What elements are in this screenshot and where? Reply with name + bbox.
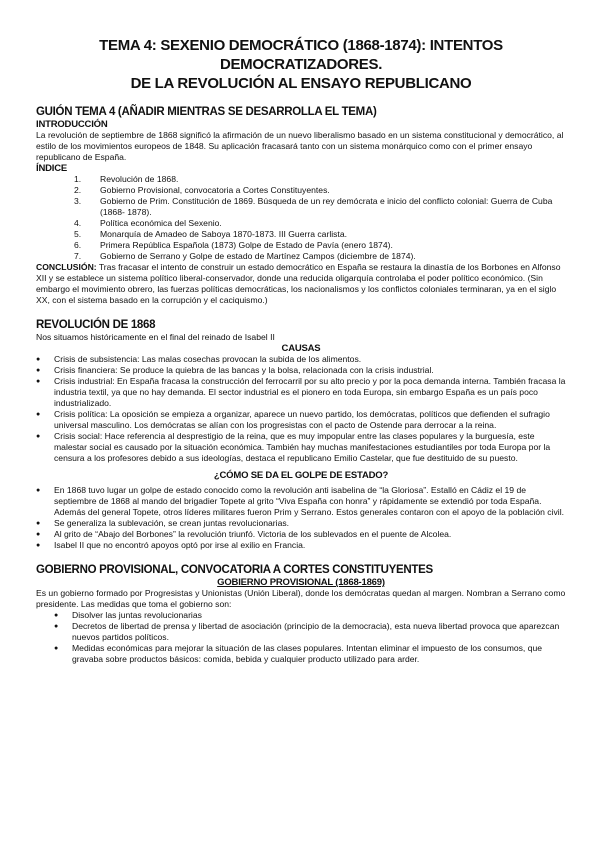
causas-heading: CAUSAS xyxy=(281,343,321,354)
list-item: ● Decretos de libertad de prensa y libertad de asociación (principio de la democracia), esta nueva libertad provoca que aparezcan nuevos partidos políticos. xyxy=(36,621,566,643)
intro-heading: INTRODUCCIÓN xyxy=(36,119,108,130)
list-item: ● Isabel II que no encontró apoyos optó por irse al exilio en Francia. xyxy=(36,540,566,551)
index-item: 1. Revolución de 1868. xyxy=(74,174,179,184)
index-list xyxy=(36,174,566,262)
revolucion-section xyxy=(36,318,566,551)
list-item: ● Crisis política: La oposición se empieza a organizar, aparece un nuevo partido, los demócratas, políticos que defienden el sufragio universal masculino. Los demócratas se alían con los progresistas con el pacto de Ostende para derrocar a la reina. xyxy=(36,409,566,431)
title-line-1: TEMA 4: SEXENIO DEMOCRÁTICO (1868-1874): INTENTOS DEMOCRATIZADORES. xyxy=(99,37,503,73)
gobierno-intro: Es un gobierno formado por Progresistas y Unionistas (Unión Liberal), donde los demócratas quedan al margen. Nombran a Serrano como presidente. Las medidas que toma el gobierno son: xyxy=(36,588,566,609)
list-item: ● Crisis social: Hace referencia al desprestigio de la reina, que es muy impopular entre las clases populares y la burguesía, este malestar social es causado por la situación económica. También hay muchas manifestaciones estudiantiles por toda Europa por la censura a los profesores debido a sus ideologías, destaca el republicano Emilio Castelar, que fue destituido de su puesto. xyxy=(36,431,566,464)
index-item: 5. Monarquía de Amadeo de Saboya 1870-1873. III Guerra carlista. xyxy=(74,229,347,239)
conclusion-paragraph xyxy=(36,262,566,306)
list-item: ● Medidas económicas para mejorar la situación de las clases populares. Intentan eliminar el impuesto de los consumos, que gravaba sobre productos básicos: comida, bebida y cualquier producto utilizado para arder. xyxy=(36,643,566,665)
index-heading: ÍNDICE xyxy=(36,163,67,174)
list-item: ● Crisis financiera: Se produce la quiebra de las bancas y la bolsa, relacionada con la crisis industrial. xyxy=(36,365,566,376)
index-item: 7. Gobierno de Serrano y Golpe de estado de Martínez Campos (diciembre de 1874). xyxy=(74,251,416,261)
index-item: 6. Primera República Española (1873) Golpe de Estado de Pavía (enero 1874). xyxy=(74,240,393,250)
medidas-list xyxy=(36,610,566,665)
list-item: ● Se generaliza la sublevación, se crean juntas revolucionarias. xyxy=(36,518,566,529)
conclusion-text: Tras fracasar el intento de construir un estado democrático en España se restaura la dinastía de los Borbones en Alfonso XII y se establece un sistema político liberal-conservador, donde una reducida oligarquía controlaba el poder político económico. (Sin embargo el movimiento obrero, las fuerzas políticas democráticas, los nacionalismos y los conflictos coloniales terminaran, ya en el siglo XX, con el sistema basado en la corrupción y el caciquismo.) xyxy=(36,262,561,305)
list-item: ● Crisis de subsistencia: Las malas cosechas provocan la subida de los alimentos. xyxy=(36,354,566,365)
list-item: ● Crisis industrial: En España fracasa la construcción del ferrocarril por su alto precio y por la poca demanda interna. También fracasa la industria textil, ya que no hay demanda. El sector industrial es el pionero en toda Europa, sin embargo España es un país poco industrializado. xyxy=(36,376,566,409)
gobierno-heading: GOBIERNO PROVISIONAL, CONVOCATORIA A CORTES CONSTITUYENTES xyxy=(36,564,433,576)
document-title xyxy=(36,36,566,93)
guion-heading: GUIÓN TEMA 4 (AÑADIR MIENTRAS SE DESARROLLA EL TEMA) xyxy=(36,106,377,118)
index-item: 3. Gobierno de Prim. Constitución de 1869. Búsqueda de un rey demócrata e inicio del conflicto colonial: Guerra de Cuba (1868- 1878). xyxy=(74,196,553,217)
index-item: 4. Política económica del Sexenio. xyxy=(74,218,222,228)
gobierno-section xyxy=(36,563,566,665)
revolucion-heading: REVOLUCIÓN DE 1868 xyxy=(36,319,156,331)
golpe-heading: ¿CÓMO SE DA EL GOLPE DE ESTADO? xyxy=(213,470,389,481)
document-page xyxy=(36,36,566,665)
list-item: ● Disolver las juntas revolucionarias xyxy=(36,610,566,621)
revolucion-intro: Nos situamos históricamente en el final del reinado de Isabel II xyxy=(36,332,275,342)
conclusion-label: CONCLUSIÓN: xyxy=(36,262,97,272)
title-line-2: DE LA REVOLUCIÓN AL ENSAYO REPUBLICANO xyxy=(130,75,472,92)
list-item: ● En 1868 tuvo lugar un golpe de estado conocido como la revolución anti isabelina de “la Gloriosa”. Estalló en Cádiz el 19 de septiembre de 1868 al mando del brigadier Topete al grito “Viva España con honra” y rápidamente se extendió por toda España. Además del general Topete, otros líderes militares fueron Prim y Serrano. Estos generales contaron con el apoyo de la población civil. xyxy=(36,485,566,518)
causas-list xyxy=(36,354,566,464)
list-item: ● Al grito de “Abajo del Borbones” la revolución triunfó. Victoria de los sublevados en el puente de Alcolea. xyxy=(36,529,566,540)
gobierno-subheading: GOBIERNO PROVISIONAL (1868-1869) xyxy=(217,577,385,588)
golpe-list xyxy=(36,485,566,551)
index-item: 2. Gobierno Provisional, convocatoria a Cortes Constituyentes. xyxy=(74,185,330,195)
intro-text: La revolución de septiembre de 1868 significó la afirmación de un nuevo liberalismo basado en un sistema constitucional y democrático, al estilo de los movimientos europeos de 1848. Su aplicación fracasará tanto con un sistema monárquico como con el primer ensayo republicano de España. xyxy=(36,130,564,162)
guion-section xyxy=(36,105,566,306)
